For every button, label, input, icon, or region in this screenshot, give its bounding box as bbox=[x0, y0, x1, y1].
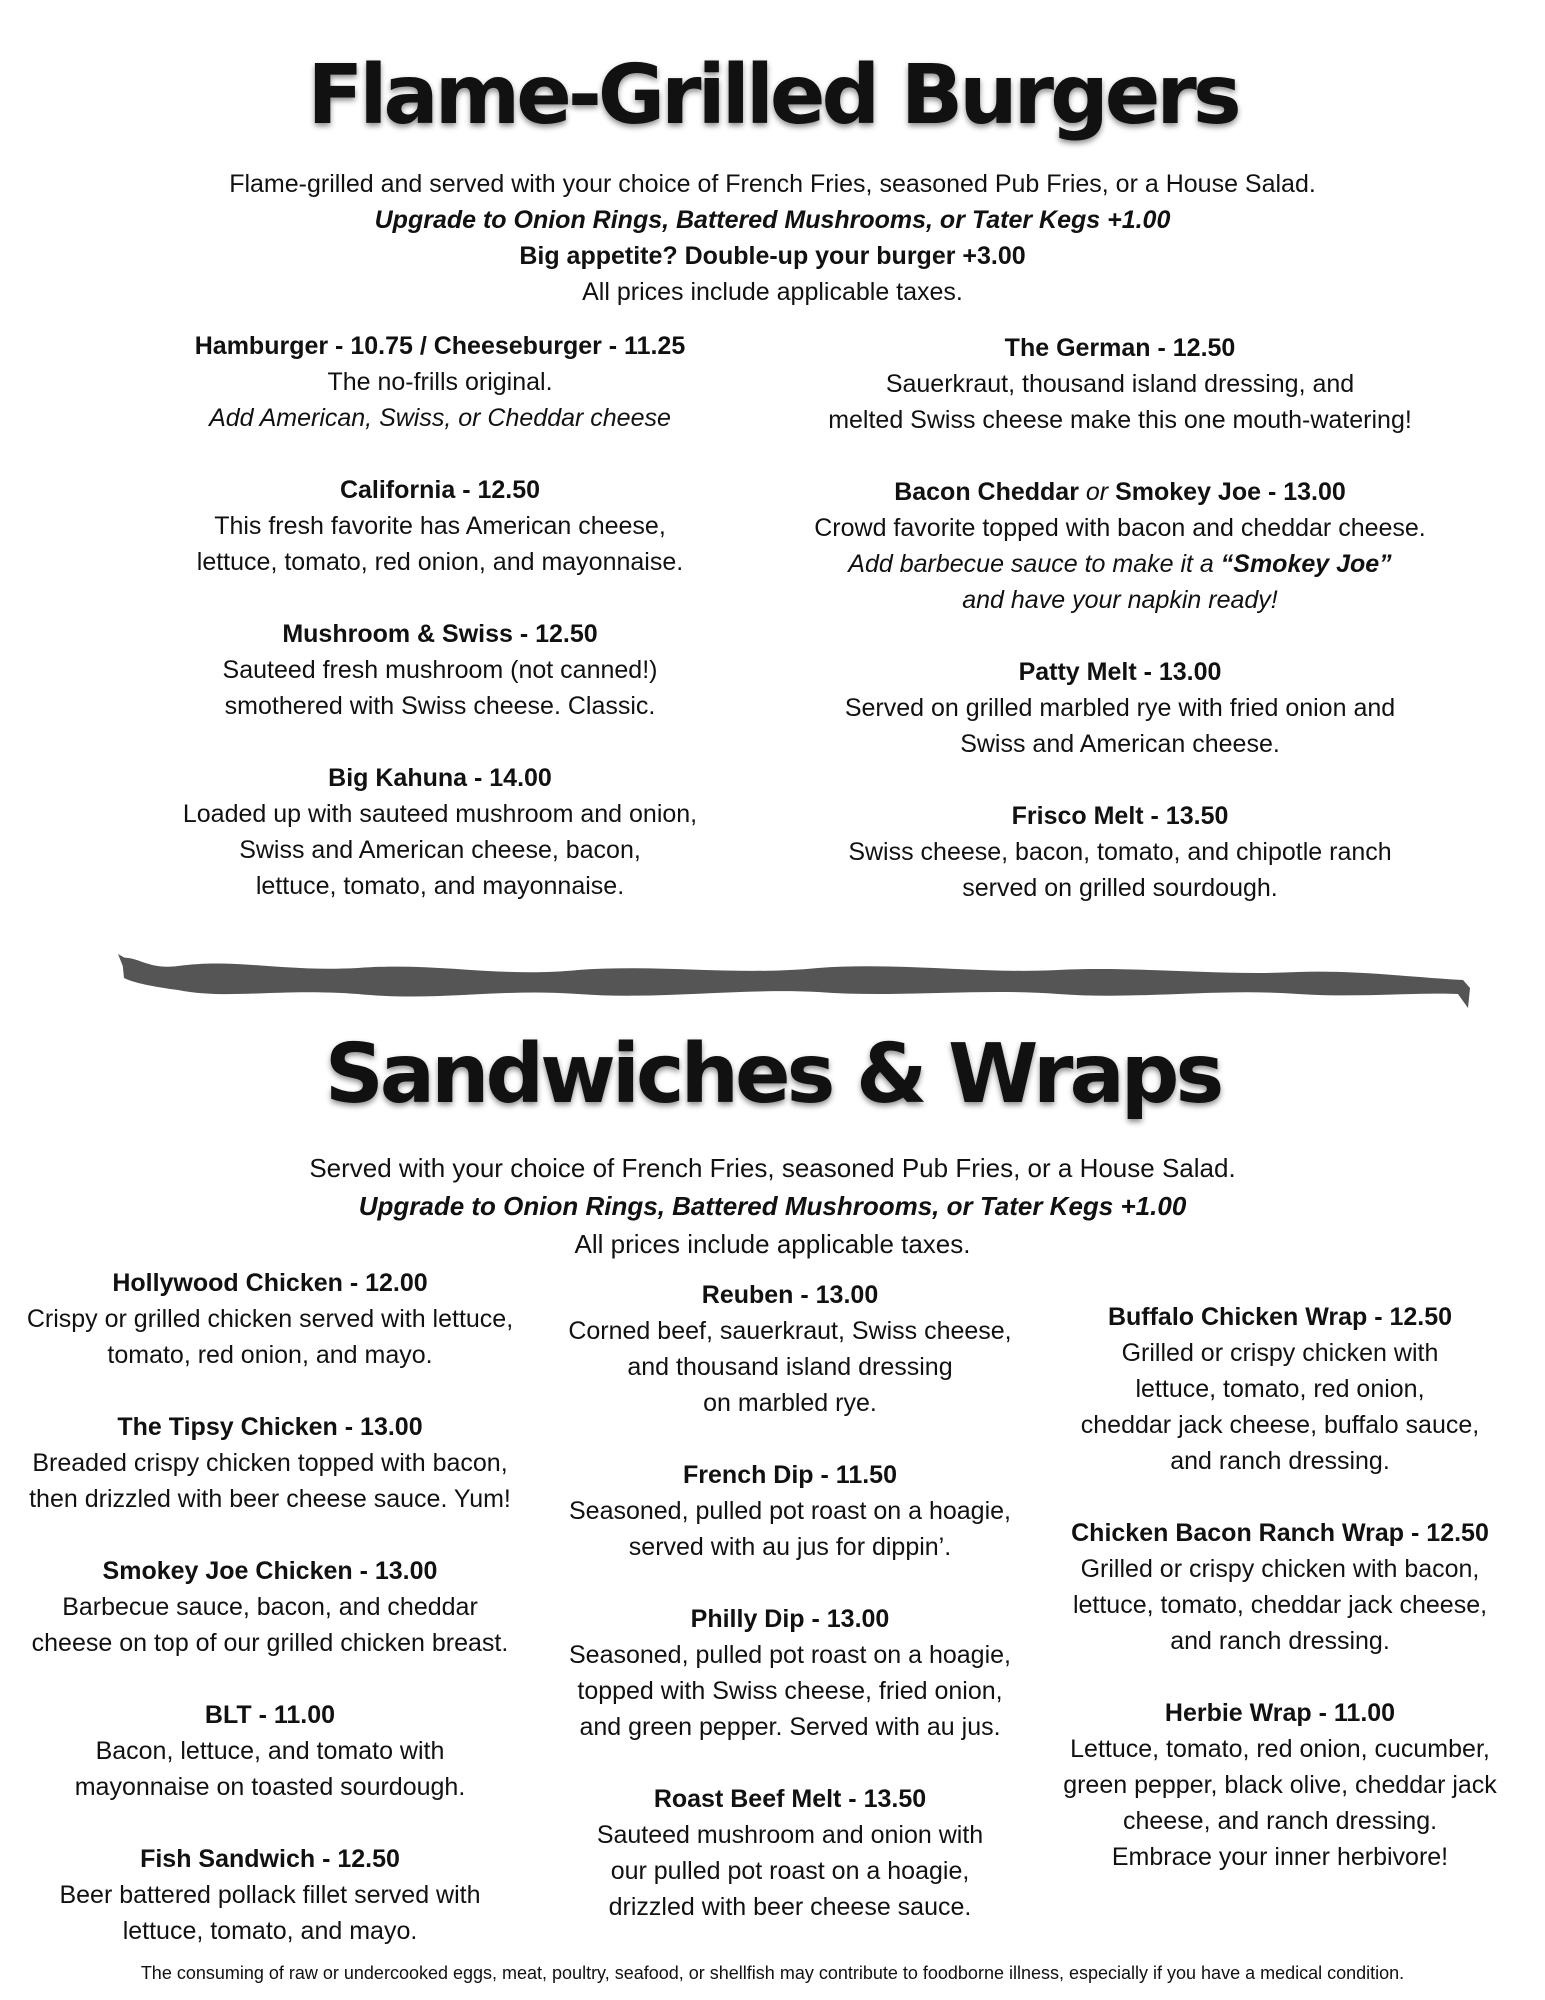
item-desc: The no-frills original. bbox=[327, 368, 553, 396]
item-desc: lettuce, tomato, cheddar jack cheese, bbox=[1072, 1591, 1488, 1619]
burgers-right-column bbox=[790, 330, 1450, 942]
item-desc: Crispy or grilled chicken served with lettuce, bbox=[26, 1305, 514, 1333]
menu-item bbox=[140, 616, 740, 724]
menu-item bbox=[10, 1553, 530, 1661]
item-name: Buffalo Chicken Wrap - 12.50 bbox=[1107, 1303, 1453, 1331]
item-name-a: Bacon Cheddar bbox=[894, 478, 1079, 506]
item-name: Big Kahuna - 14.00 bbox=[328, 764, 552, 792]
item-desc: topped with Swiss cheese, fried onion, bbox=[577, 1677, 1003, 1705]
item-desc: served with au jus for dippin’. bbox=[628, 1533, 952, 1561]
menu-item bbox=[10, 1265, 530, 1373]
item-name: Philly Dip - 13.00 bbox=[690, 1605, 890, 1633]
item-name: Patty Melt - 13.00 bbox=[1018, 658, 1222, 686]
item-desc: green pepper, black olive, cheddar jack bbox=[1063, 1771, 1497, 1799]
item-desc: and ranch dressing. bbox=[1170, 1627, 1390, 1655]
item-desc: mayonnaise on toasted sourdough. bbox=[74, 1773, 466, 1801]
menu-item bbox=[140, 472, 740, 580]
menu-item bbox=[1020, 1299, 1540, 1479]
item-desc: Beer battered pollack fillet served with bbox=[59, 1881, 481, 1909]
item-name-b: Smokey Joe - 13.00 bbox=[1115, 478, 1346, 506]
item-note-bold: “Smokey Joe” bbox=[1220, 550, 1392, 578]
item-desc: Grilled or crispy chicken with bacon, bbox=[1080, 1555, 1480, 1583]
item-note: Add American, Swiss, or Cheddar cheese bbox=[209, 404, 671, 432]
item-name: Fish Sandwich - 12.50 bbox=[140, 1845, 400, 1873]
burgers-intro bbox=[0, 166, 1545, 310]
item-desc: Sauteed fresh mushroom (not canned!) bbox=[222, 656, 658, 684]
intro-taxes: All prices include applicable taxes. bbox=[574, 1229, 971, 1259]
item-desc: Barbecue sauce, bacon, and cheddar bbox=[62, 1593, 478, 1621]
item-name: Smokey Joe Chicken - 13.00 bbox=[102, 1557, 438, 1585]
sandwiches-column-1 bbox=[10, 1265, 530, 1985]
item-desc: Swiss and American cheese. bbox=[960, 730, 1280, 758]
item-name: Hamburger - 10.75 / Cheeseburger - 11.25 bbox=[194, 332, 686, 360]
item-desc: and green pepper. Served with au jus. bbox=[579, 1713, 1001, 1741]
item-desc: lettuce, tomato, and mayo. bbox=[122, 1917, 418, 1945]
item-desc: Seasoned, pulled pot roast on a hoagie, bbox=[568, 1497, 1011, 1525]
item-name: Reuben - 13.00 bbox=[701, 1281, 879, 1309]
item-desc: cheese on top of our grilled chicken breast. bbox=[31, 1629, 509, 1657]
intro-double: Big appetite? Double-up your burger +3.00 bbox=[519, 242, 1026, 270]
item-note bbox=[790, 546, 1450, 582]
item-desc: Seasoned, pulled pot roast on a hoagie, bbox=[568, 1641, 1011, 1669]
item-desc: Grilled or crispy chicken with bbox=[1121, 1339, 1439, 1367]
item-desc: cheddar jack cheese, buffalo sauce, bbox=[1080, 1411, 1480, 1439]
item-desc: our pulled pot roast on a hoagie, bbox=[610, 1857, 970, 1885]
item-desc: lettuce, tomato, red onion, bbox=[1135, 1375, 1425, 1403]
menu-item bbox=[790, 474, 1450, 618]
item-desc: lettuce, tomato, red onion, and mayonnaise. bbox=[196, 548, 684, 576]
item-desc: on marbled rye. bbox=[703, 1389, 877, 1417]
item-name: Hollywood Chicken - 12.00 bbox=[112, 1269, 428, 1297]
item-name: Herbie Wrap - 11.00 bbox=[1164, 1699, 1396, 1727]
menu-item bbox=[540, 1601, 1040, 1745]
menu-item bbox=[1020, 1695, 1540, 1875]
intro-sides: Served with your choice of French Fries, seasoned Pub Fries, or a House Salad. bbox=[309, 1153, 1236, 1183]
intro-upgrade: Upgrade to Onion Rings, Battered Mushrooms, or Tater Kegs +1.00 bbox=[374, 206, 1171, 234]
item-desc: Corned beef, sauerkraut, Swiss cheese, bbox=[568, 1317, 1012, 1345]
item-name: BLT - 11.00 bbox=[204, 1701, 336, 1729]
item-name bbox=[790, 474, 1450, 510]
item-name: French Dip - 11.50 bbox=[683, 1461, 897, 1489]
item-name: California - 12.50 bbox=[339, 476, 541, 504]
sandwiches-title: Sandwiches & Wraps bbox=[324, 1027, 1221, 1122]
item-desc: Breaded crispy chicken topped with bacon, bbox=[32, 1449, 508, 1477]
sandwiches-column-3 bbox=[1020, 1299, 1540, 1911]
item-desc: This fresh favorite has American cheese, bbox=[214, 512, 666, 540]
intro-upgrade: Upgrade to Onion Rings, Battered Mushrooms, or Tater Kegs +1.00 bbox=[358, 1191, 1187, 1221]
item-desc: then drizzled with beer cheese sauce. Yum! bbox=[29, 1485, 511, 1513]
intro-taxes: All prices include applicable taxes. bbox=[582, 278, 963, 306]
item-desc: smothered with Swiss cheese. Classic. bbox=[224, 692, 656, 720]
item-note: and have your napkin ready! bbox=[962, 586, 1278, 614]
item-name: Chicken Bacon Ranch Wrap - 12.50 bbox=[1071, 1519, 1489, 1547]
item-desc: Loaded up with sauteed mushroom and onion, bbox=[182, 800, 698, 828]
foodborne-illness-disclaimer: The consuming of raw or undercooked eggs, meat, poultry, seafood, or shellfish may contribute to foodborne illness, especially if you have a medical condition. bbox=[140, 1963, 1405, 1983]
menu-item bbox=[140, 760, 740, 904]
item-desc: Sauerkraut, thousand island dressing, and bbox=[885, 370, 1355, 398]
burgers-left-column bbox=[140, 328, 740, 940]
item-desc: Sauteed mushroom and onion with bbox=[596, 1821, 984, 1849]
sandwiches-intro bbox=[0, 1149, 1545, 1263]
item-note-text: Add barbecue sauce to make it a bbox=[848, 550, 1214, 578]
menu-item bbox=[790, 330, 1450, 438]
menu-item bbox=[790, 654, 1450, 762]
item-desc: Served on grilled marbled rye with fried onion and bbox=[844, 694, 1396, 722]
item-desc: and thousand island dressing bbox=[627, 1353, 953, 1381]
item-desc: and ranch dressing. bbox=[1170, 1447, 1390, 1475]
item-desc: Bacon, lettuce, and tomato with bbox=[95, 1737, 445, 1765]
brush-divider bbox=[118, 948, 1483, 1018]
menu-item bbox=[10, 1841, 530, 1949]
item-name: Mushroom & Swiss - 12.50 bbox=[282, 620, 598, 648]
menu-item bbox=[10, 1409, 530, 1517]
item-name-or: or bbox=[1085, 478, 1109, 506]
item-desc: cheese, and ranch dressing. bbox=[1122, 1807, 1438, 1835]
item-name: Frisco Melt - 13.50 bbox=[1011, 802, 1229, 830]
item-name: Roast Beef Melt - 13.50 bbox=[653, 1785, 927, 1813]
intro-sides: Flame-grilled and served with your choice of French Fries, seasoned Pub Fries, or a House Salad. bbox=[229, 170, 1316, 198]
item-desc: drizzled with beer cheese sauce. bbox=[608, 1893, 972, 1921]
item-desc: Lettuce, tomato, red onion, cucumber, bbox=[1070, 1735, 1490, 1763]
item-desc: Embrace your inner herbivore! bbox=[1111, 1843, 1449, 1871]
menu-item bbox=[10, 1697, 530, 1805]
item-desc: Swiss and American cheese, bacon, bbox=[239, 836, 641, 864]
menu-item bbox=[540, 1277, 1040, 1421]
item-desc: melted Swiss cheese make this one mouth-watering! bbox=[828, 406, 1412, 434]
menu-item bbox=[790, 798, 1450, 906]
sandwiches-column-2 bbox=[540, 1277, 1040, 1961]
item-name: The German - 12.50 bbox=[1004, 334, 1236, 362]
item-desc: Crowd favorite topped with bacon and cheddar cheese. bbox=[814, 514, 1426, 542]
item-name: The Tipsy Chicken - 13.00 bbox=[117, 1413, 423, 1441]
menu-item bbox=[540, 1781, 1040, 1925]
item-desc: lettuce, tomato, and mayonnaise. bbox=[255, 872, 625, 900]
menu-item bbox=[140, 328, 740, 436]
menu-item bbox=[1020, 1515, 1540, 1659]
item-desc: served on grilled sourdough. bbox=[962, 874, 1278, 902]
burgers-title: Flame-Grilled Burgers bbox=[307, 48, 1238, 143]
item-desc: tomato, red onion, and mayo. bbox=[107, 1341, 433, 1369]
item-desc: Swiss cheese, bacon, tomato, and chipotle ranch bbox=[848, 838, 1392, 866]
menu-item bbox=[540, 1457, 1040, 1565]
